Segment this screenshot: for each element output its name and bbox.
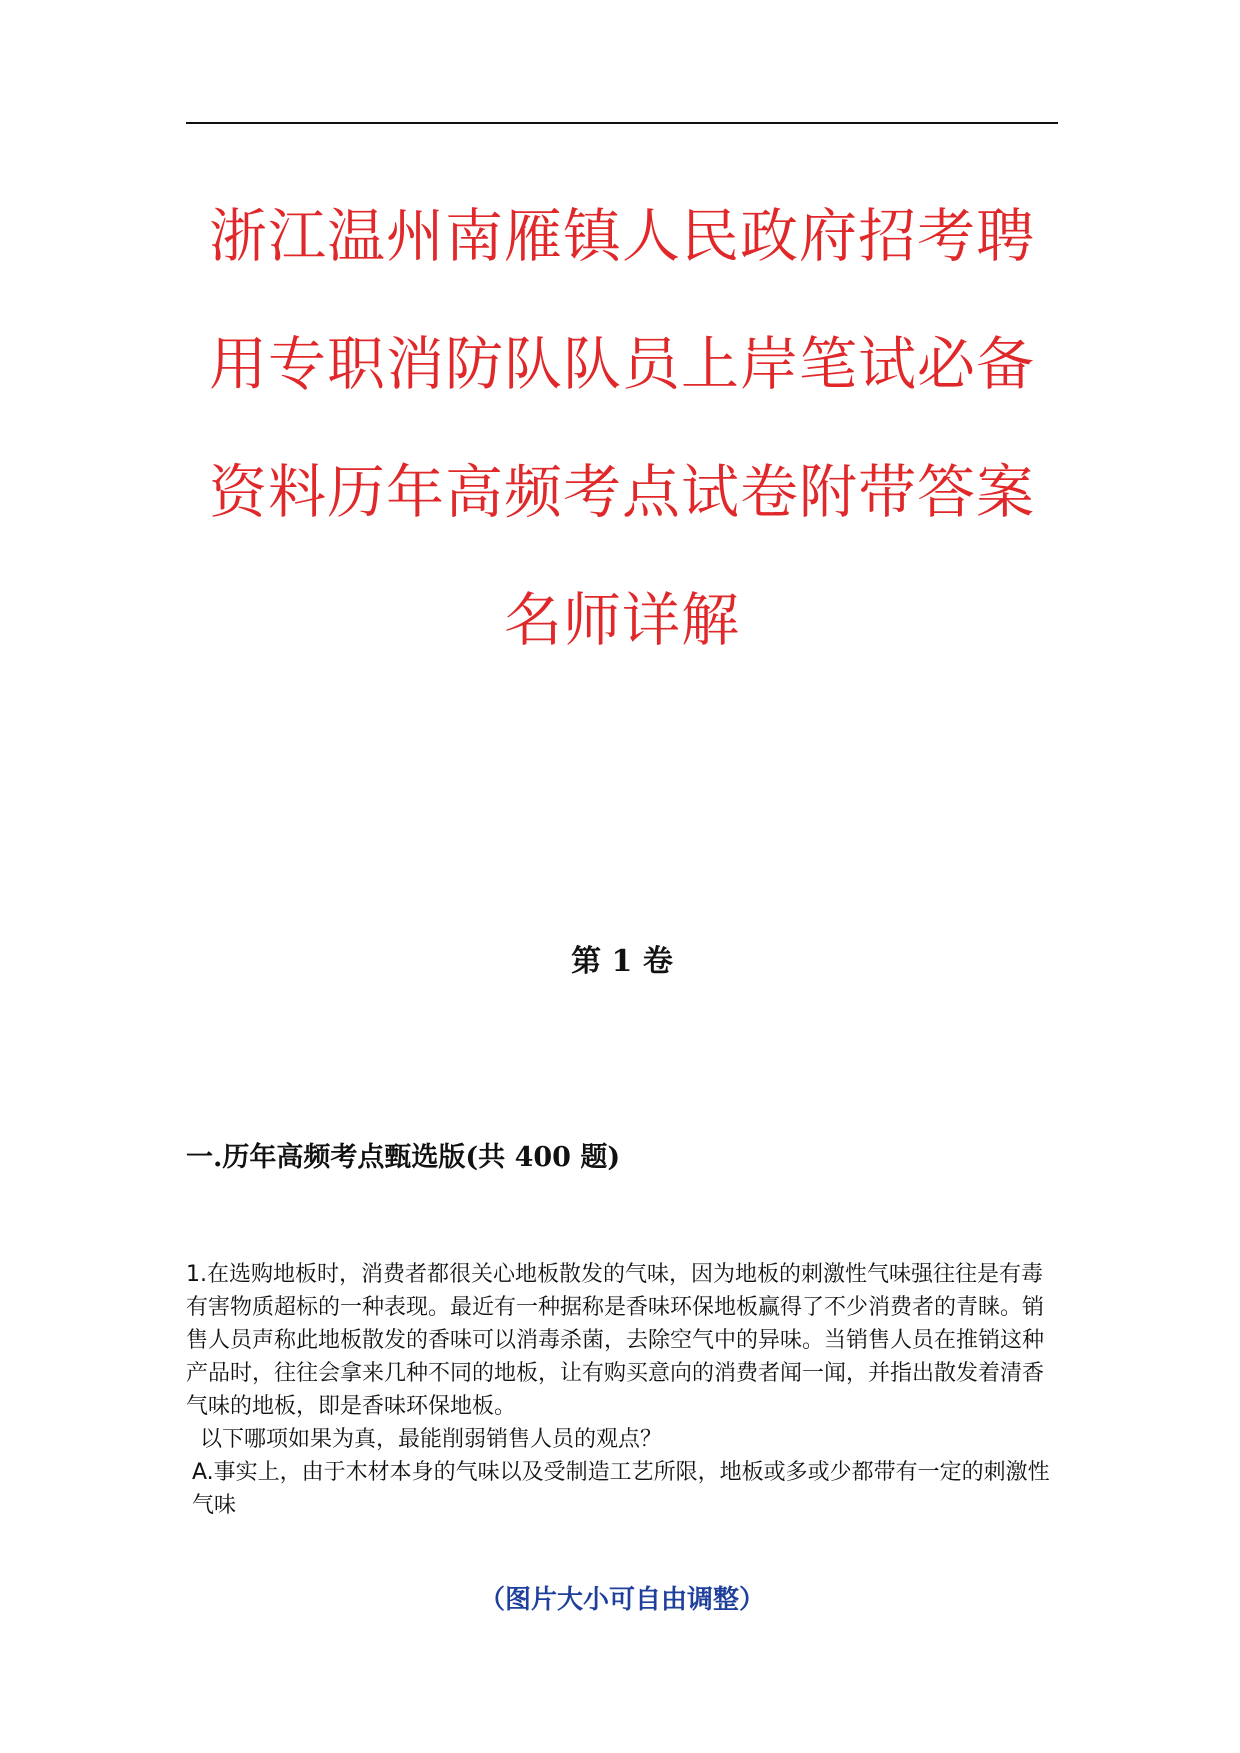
volume-label: 第 1 卷: [571, 944, 673, 979]
question-prompt: 以下哪项如果为真，最能削弱销售人员的观点？: [200, 1427, 663, 1452]
question-stem: 1.在选购地板时，消费者都很关心地板散发的气味，因为地板的刺激性气味强往往是有毒有害物质超标的一种表现。最近有一种据称是香味环保地板赢得了不少消费者的青睐。销售人员声称此地板散发的香味可以消毒杀菌，去除空气中的异味。当销售人员在推销这种产品时，往往会拿来几种不同的地板，让有购买意向的消费者闻一闻，并指出散发着清香气味的地板，即是香味环保地板。: [186, 1262, 1045, 1419]
header-rule: [186, 122, 1058, 124]
section-heading: 一.历年高频考点甄选版(共 400 题): [186, 1142, 621, 1173]
image-caption: （图片大小可自由调整）: [478, 1585, 765, 1615]
title-line-1: 浙江温州南雁镇人民政府招考聘: [208, 202, 1035, 270]
title-line-2: 用专职消防队队员上岸笔试必备: [208, 330, 1035, 398]
option-a: A.事实上，由于木材本身的气味以及受制造工艺所限，地板或多或少都带有一定的刺激性气味: [192, 1460, 1050, 1518]
document-title: [186, 172, 1058, 684]
title-line-3: 资料历年高频考点试卷附带答案: [208, 458, 1035, 526]
question-1: [186, 1258, 1062, 1522]
title-line-4: 名师详解: [503, 586, 740, 654]
